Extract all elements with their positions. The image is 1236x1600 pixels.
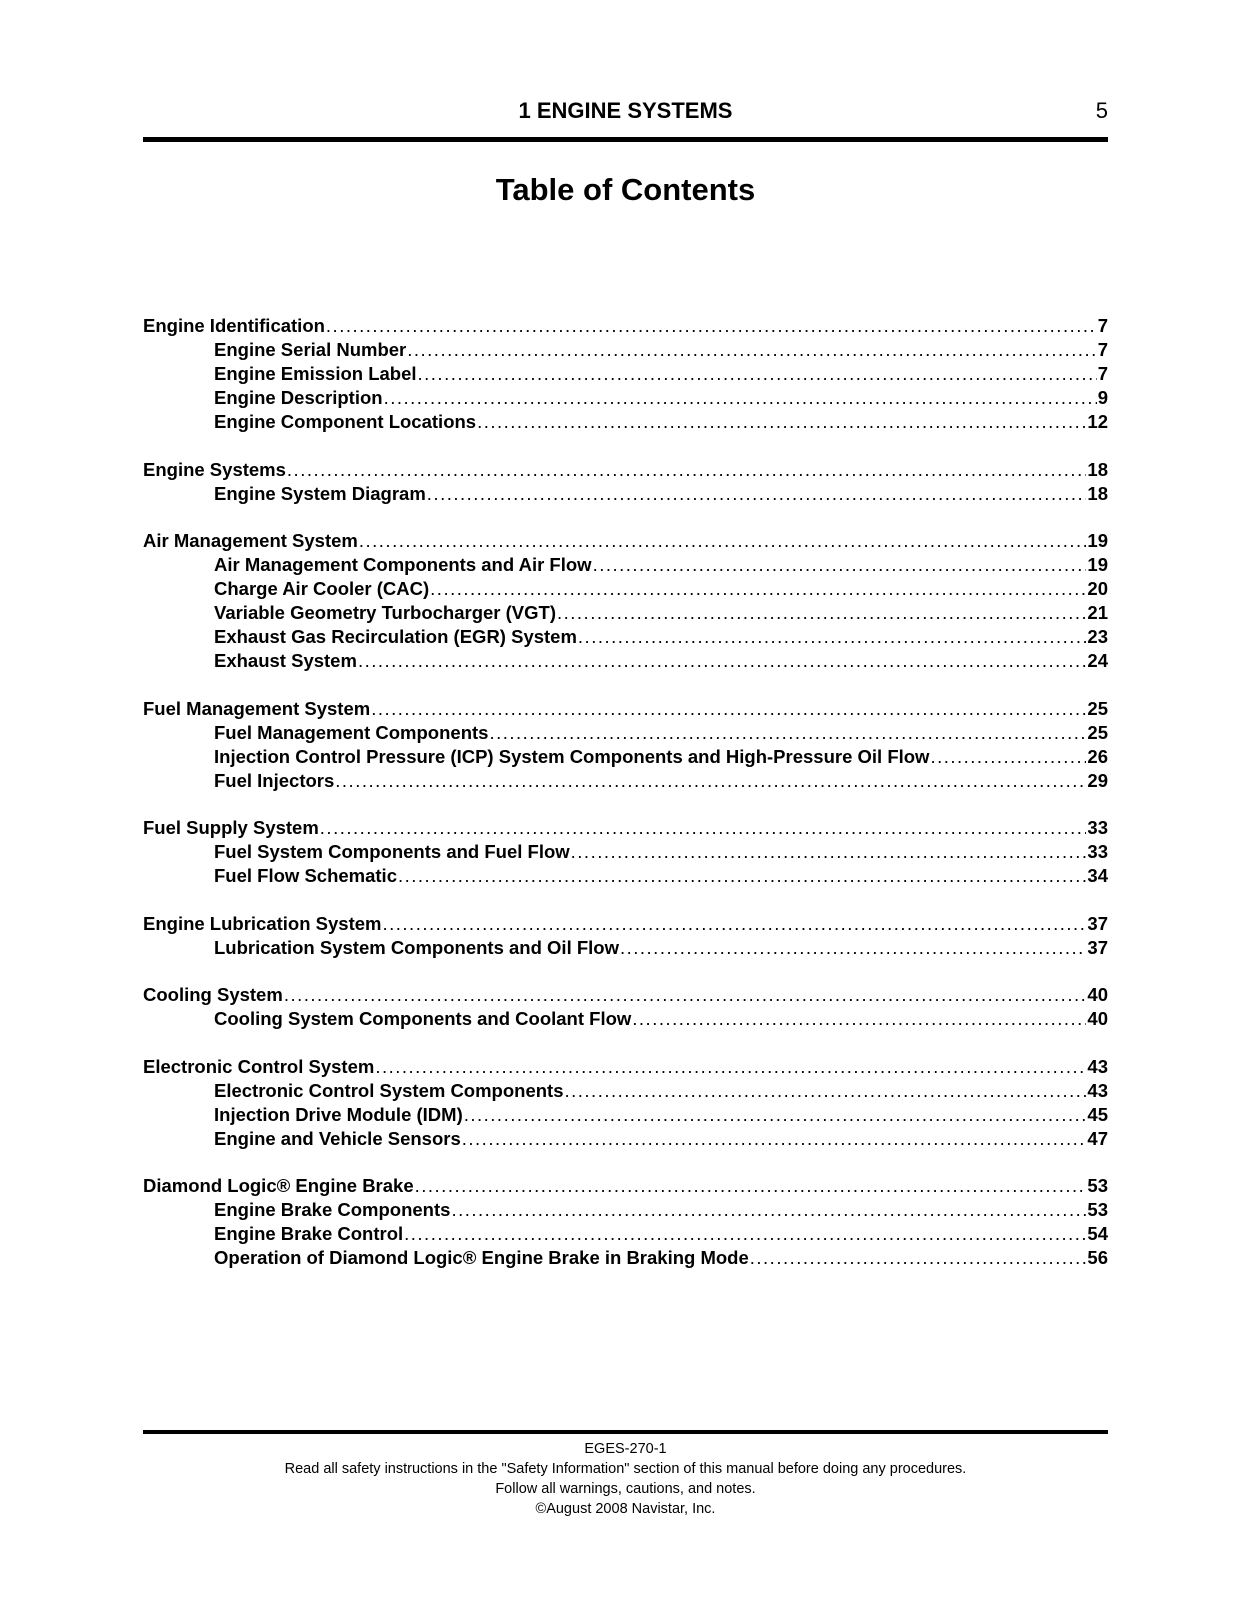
dot-leader — [462, 1127, 1087, 1151]
chapter-title: 1 ENGINE SYSTEMS — [518, 98, 733, 123]
dot-leader — [384, 386, 1097, 410]
toc-entry-label: Fuel Management Components — [214, 721, 489, 743]
toc-entry-label: Engine System Diagram — [214, 482, 426, 504]
toc-section — [143, 1055, 1108, 1151]
dot-leader — [451, 1198, 1086, 1222]
dot-leader — [407, 338, 1096, 362]
toc-entry-page: 25 — [1087, 697, 1108, 719]
toc-entry-section[interactable] — [143, 697, 1108, 721]
toc-entry-page: 53 — [1087, 1199, 1108, 1220]
dot-leader — [930, 745, 1086, 769]
toc-entry-label: Fuel Management System — [143, 697, 371, 719]
toc-entry-subsection[interactable] — [143, 577, 1108, 601]
toc-entry-label: Electronic Control System — [143, 1055, 375, 1077]
dot-leader — [404, 1222, 1086, 1246]
toc-entry-subsection[interactable] — [143, 936, 1108, 960]
dot-leader — [371, 697, 1086, 721]
toc-entry-subsection[interactable] — [143, 1222, 1108, 1246]
toc-entry-label: Exhaust Gas Recirculation (EGR) System — [214, 626, 577, 647]
toc-entry-subsection[interactable] — [143, 649, 1108, 673]
toc-entry-page: 23 — [1087, 626, 1108, 647]
toc-entry-subsection[interactable] — [143, 864, 1108, 888]
document-code: EGES-270-1 — [584, 1441, 667, 1457]
toc-entry-section[interactable] — [143, 1055, 1108, 1079]
toc-entry-subsection[interactable] — [143, 840, 1108, 864]
toc-section — [143, 816, 1108, 888]
dot-leader — [415, 1174, 1087, 1198]
dot-leader — [284, 983, 1087, 1007]
toc-entry-label: Fuel Flow Schematic — [214, 865, 397, 886]
toc-entry-page: 18 — [1087, 458, 1108, 480]
page-footer — [143, 1439, 1108, 1519]
toc-entry-section[interactable] — [143, 314, 1108, 338]
toc-entry-page: 7 — [1097, 315, 1108, 336]
toc-entry-section[interactable] — [143, 529, 1108, 553]
dot-leader — [557, 601, 1086, 625]
toc-entry-label: Electronic Control System Components — [214, 1079, 564, 1101]
toc-entry-label: Engine Serial Number — [214, 339, 407, 360]
toc-entry-subsection[interactable] — [143, 362, 1108, 386]
toc-entry-subsection[interactable] — [143, 338, 1108, 362]
toc-entry-subsection[interactable] — [143, 625, 1108, 649]
toc-entry-label: Engine Systems — [143, 458, 286, 480]
dot-leader — [620, 936, 1086, 960]
toc-entry-subsection[interactable] — [143, 410, 1108, 434]
dot-leader — [358, 649, 1086, 673]
warnings-note: Follow all warnings, cautions, and notes. — [495, 1481, 756, 1497]
toc-section — [143, 983, 1108, 1031]
toc-entry-section[interactable] — [143, 912, 1108, 936]
toc-entry-subsection[interactable] — [143, 1198, 1108, 1222]
toc-section — [143, 458, 1108, 506]
toc-entry-label: Engine Brake Components — [214, 1199, 451, 1220]
toc-entry-page: 21 — [1087, 602, 1108, 623]
toc-entry-label: Operation of Diamond Logic® Engine Brake in Braking Mode — [214, 1247, 749, 1268]
toc-entry-subsection[interactable] — [143, 1127, 1108, 1151]
dot-leader — [383, 912, 1087, 936]
dot-leader — [464, 1103, 1087, 1127]
toc-entry-subsection[interactable] — [143, 1079, 1108, 1103]
toc-entry-page: 7 — [1097, 363, 1108, 384]
toc-entry-section[interactable] — [143, 816, 1108, 840]
toc-entry-label: Charge Air Cooler (CAC) — [214, 578, 430, 599]
toc-entry-page: 9 — [1097, 387, 1108, 408]
toc-entry-page: 20 — [1087, 578, 1108, 599]
toc-entry-page: 33 — [1087, 817, 1108, 838]
dot-leader — [578, 625, 1087, 649]
page-number: 5 — [1095, 98, 1108, 123]
toc-entry-page: 25 — [1087, 721, 1108, 743]
dot-leader — [430, 577, 1086, 601]
toc-entry-page: 24 — [1087, 650, 1108, 671]
toc-entry-section[interactable] — [143, 1174, 1108, 1198]
dot-leader — [326, 314, 1097, 338]
toc-entry-page: 26 — [1087, 745, 1108, 767]
toc-entry-label: Air Management System — [143, 530, 358, 551]
toc-entry-label: Engine and Vehicle Sensors — [214, 1127, 461, 1149]
dot-leader — [375, 1055, 1086, 1079]
toc-section — [143, 314, 1108, 434]
toc-entry-label: Engine Emission Label — [214, 363, 417, 384]
toc-entry-label: Cooling System Components and Coolant Flow — [214, 1008, 632, 1029]
toc-entry-subsection[interactable] — [143, 1007, 1108, 1031]
dot-leader — [418, 362, 1097, 386]
toc-entry-subsection[interactable] — [143, 769, 1108, 793]
toc-entry-page: 43 — [1087, 1055, 1108, 1077]
toc-entry-subsection[interactable] — [143, 482, 1108, 506]
toc-entry-page: 40 — [1087, 984, 1108, 1005]
toc-entry-subsection[interactable] — [143, 1103, 1108, 1127]
toc-entry-page: 34 — [1087, 865, 1108, 886]
toc-section — [143, 697, 1108, 793]
toc-entry-label: Injection Control Pressure (ICP) System Components and High-Pressure Oil Flow — [214, 745, 930, 767]
toc-entry-page: 40 — [1087, 1008, 1108, 1029]
toc-entry-subsection[interactable] — [143, 386, 1108, 410]
toc-entry-label: Engine Brake Control — [214, 1223, 404, 1244]
safety-note: Read all safety instructions in the "Safety Information" section of this manual before doing any procedures. — [284, 1461, 967, 1477]
toc-entry-page: 18 — [1087, 482, 1108, 504]
dot-leader — [593, 553, 1087, 577]
toc-section — [143, 1174, 1108, 1270]
dot-leader — [398, 864, 1086, 888]
toc-entry-label: Injection Drive Module (IDM) — [214, 1103, 463, 1125]
toc-entry-page: 47 — [1087, 1127, 1108, 1149]
toc-entry-subsection[interactable] — [143, 553, 1108, 577]
dot-leader — [427, 482, 1087, 506]
toc-entry-page: 12 — [1087, 411, 1108, 432]
table-of-contents — [143, 314, 1108, 1294]
toc-entry-page: 19 — [1087, 530, 1108, 551]
dot-leader — [571, 840, 1087, 864]
toc-entry-label: Fuel System Components and Fuel Flow — [214, 841, 570, 862]
footer-rule — [143, 1430, 1108, 1434]
toc-entry-page: 33 — [1087, 841, 1108, 862]
toc-entry-section[interactable] — [143, 458, 1108, 482]
toc-entry-label: Lubrication System Components and Oil Flow — [214, 936, 619, 958]
toc-section — [143, 912, 1108, 960]
toc-entry-label: Engine Component Locations — [214, 411, 477, 432]
toc-entry-label: Engine Description — [214, 387, 383, 408]
toc-entry-label: Cooling System — [143, 984, 283, 1005]
toc-entry-subsection[interactable] — [143, 601, 1108, 625]
dot-leader — [477, 410, 1086, 434]
toc-title: Table of Contents — [495, 172, 756, 207]
toc-entry-label: Air Management Components and Air Flow — [214, 554, 592, 575]
toc-entry-page: 53 — [1087, 1175, 1108, 1196]
toc-entry-label: Diamond Logic® Engine Brake — [143, 1175, 414, 1196]
copyright: ©August 2008 Navistar, Inc. — [535, 1501, 716, 1517]
toc-section — [143, 529, 1108, 673]
toc-entry-label: Fuel Injectors — [214, 769, 335, 791]
toc-entry-label: Exhaust System — [214, 650, 357, 671]
toc-entry-label: Fuel Supply System — [143, 817, 319, 838]
header-rule — [143, 137, 1108, 142]
toc-entry-label: Variable Geometry Turbocharger (VGT) — [214, 602, 556, 623]
toc-entry-page: 19 — [1087, 554, 1108, 575]
page-header — [143, 96, 1108, 126]
dot-leader — [320, 816, 1087, 840]
dot-leader — [750, 1246, 1087, 1270]
toc-entry-page: 37 — [1087, 936, 1108, 958]
dot-leader — [335, 769, 1086, 793]
toc-entry-label: Engine Identification — [143, 315, 325, 336]
toc-entry-page: 43 — [1087, 1079, 1108, 1101]
toc-entry-page: 29 — [1087, 769, 1108, 791]
dot-leader — [287, 458, 1087, 482]
toc-entry-page: 37 — [1087, 912, 1108, 934]
toc-entry-section[interactable] — [143, 983, 1108, 1007]
toc-entry-page: 45 — [1087, 1103, 1108, 1125]
dot-leader — [359, 529, 1087, 553]
toc-entry-label: Engine Lubrication System — [143, 912, 382, 934]
toc-entry-page: 7 — [1097, 339, 1108, 360]
toc-entry-subsection[interactable] — [143, 1246, 1108, 1270]
toc-entry-page: 56 — [1087, 1247, 1108, 1268]
dot-leader — [632, 1007, 1086, 1031]
toc-entry-subsection[interactable] — [143, 745, 1108, 769]
toc-entry-subsection[interactable] — [143, 721, 1108, 745]
dot-leader — [565, 1079, 1087, 1103]
toc-entry-page: 54 — [1087, 1223, 1108, 1244]
dot-leader — [489, 721, 1086, 745]
